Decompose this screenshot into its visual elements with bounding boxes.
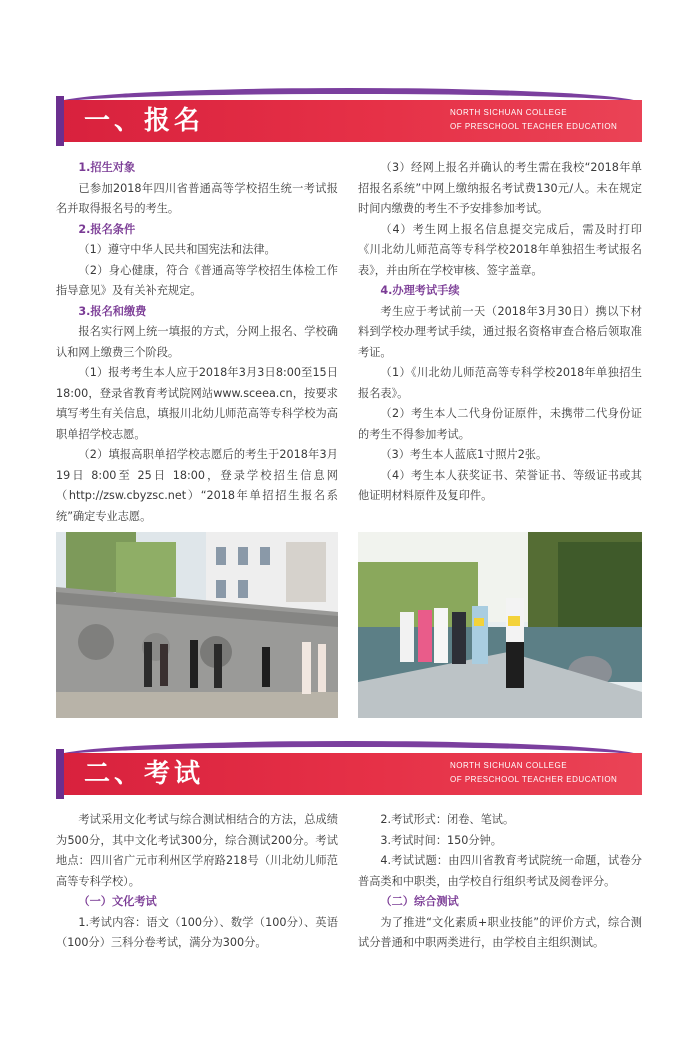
college-name-english [450, 759, 630, 787]
college-name-line1: NORTH SICHUAN COLLEGE [450, 761, 568, 770]
section-banner-registration [56, 88, 642, 144]
registration-left-column [56, 158, 338, 527]
paragraph: 3.考试时间：150分钟。 [380, 833, 502, 847]
paragraph: 已参加2018年四川省普通高等学校招生统一考试报名并取得报名号的考生。 [56, 181, 338, 215]
section-heading: 1.招生对象 [78, 161, 136, 174]
section-title: 二、考试 [84, 759, 205, 789]
paragraph: 2.考试形式：闭卷、笔试。 [380, 813, 515, 826]
paragraph: （2）考生本人二代身份证原件，未携带二代身份证的考生不得参加考试。 [358, 407, 642, 441]
banner-edge-decoration [56, 749, 64, 799]
paragraph: 报名实行网上统一填报的方式，分网上报名、学校确认和网上缴费三个阶段。 [56, 325, 338, 359]
banner-edge-decoration [56, 96, 64, 146]
paragraph: （2）身心健康，符合《普通高等学校招生体检工作指导意见》及有关补充规定。 [56, 263, 338, 297]
paragraph: 为了推进“文化素质+职业技能”的评价方式，综合测试分普通和中职两类进行，由学校自主组织测试。 [358, 915, 642, 949]
students-pond-photo [358, 532, 642, 718]
campus-mural-photo [56, 532, 338, 718]
paragraph: 考生应于考试前一天（2018年3月30日）携以下材料到学校办理考试手续，通过报名资格审查合格后领取准考证。 [358, 304, 642, 359]
paragraph: （1）报考考生本人应于2018年3月3日8:00至15日18:00，登录省教育考试院网站www.sceea.cn，按要求填写考生有关信息，填报川北幼儿师范高等专科学校为高职单招学校志愿。 [56, 366, 338, 441]
section-heading: 2.报名条件 [78, 222, 136, 236]
section-banner-exam [56, 741, 642, 797]
college-name-line2: OF PRESCHOOL TEACHER EDUCATION [450, 775, 618, 784]
paragraph: （2）填报高职单招学校志愿后的考生于2018年3月19日 8:00至 25日 18:00，登录学校招生信息网（http://zsw.cbyzsc.net）“2018年单招招生报名系统”确定专业志愿。 [56, 448, 338, 523]
section-heading: 3.报名和缴费 [78, 304, 147, 318]
paragraph: 4.考试试题：由四川省教育考试院统一命题，试卷分普高类和中职类，由学校自行组织考试及阅卷评分。 [358, 854, 642, 888]
exam-left-column [56, 810, 338, 954]
subsection-heading: （二）综合测试 [380, 895, 459, 908]
paragraph: 1.考试内容：语文（100分）、数学（100分）、英语（100分）三科分卷考试，满分为300分。 [56, 915, 338, 949]
paragraph: （3）考生本人蓝底1寸照片2张。 [380, 448, 548, 461]
paragraph: 考试采用文化考试与综合测试相结合的方法，总成绩为500分，其中文化考试300分，综合测试200分。考试地点：四川省广元市利州区学府路218号（川北幼儿师范高等专科学校）。 [56, 813, 338, 888]
section-heading: 4.办理考试手续 [380, 284, 460, 297]
paragraph: （1）遵守中华人民共和国宪法和法律。 [78, 243, 276, 256]
exam-right-column [358, 810, 642, 954]
paragraph: （4）考生网上报名信息提交完成后，需及时打印《川北幼儿师范高等专科学校2018年单独招生考试报名表》，并由所在学校审核、签字盖章。 [358, 222, 642, 277]
paragraph: （4）考生本人获奖证书、荣誉证书、等级证书或其他证明材料原件及复印件。 [358, 468, 642, 502]
college-name-english [450, 106, 630, 134]
paragraph: （3）经网上报名并确认的考生需在我校“2018年单招报名系统”中网上缴纳报名考试费130元/人。未在规定时间内缴费的考生不予安排参加考试。 [358, 161, 642, 215]
college-name-line2: OF PRESCHOOL TEACHER EDUCATION [450, 122, 618, 131]
paragraph: （1）《川北幼儿师范高等专科学校2018年单独招生报名表》。 [358, 366, 642, 400]
section-title: 一、报名 [84, 106, 205, 136]
registration-right-column [358, 158, 642, 507]
college-name-line1: NORTH SICHUAN COLLEGE [450, 108, 568, 117]
subsection-heading: （一）文化考试 [78, 895, 157, 908]
